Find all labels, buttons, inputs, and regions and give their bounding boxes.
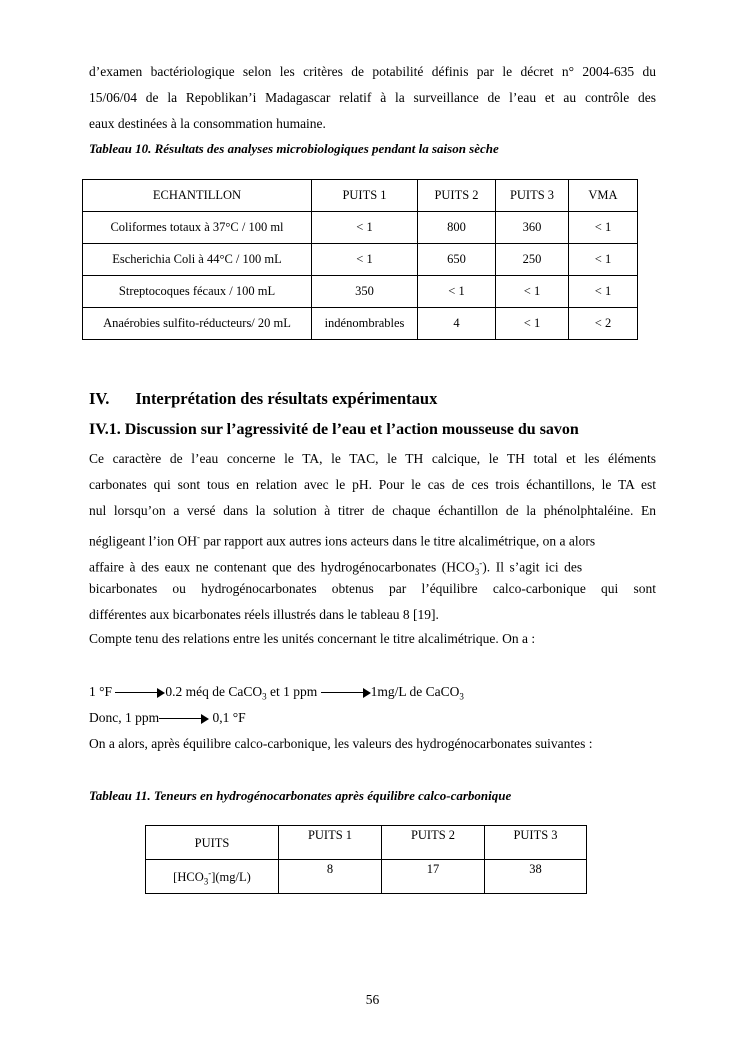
table-cell: < 1 [312, 212, 418, 244]
label-text: ](mg/L) [211, 870, 251, 885]
table-cell: 350 [312, 276, 418, 308]
table-row [83, 244, 638, 276]
table-row-label [146, 860, 279, 894]
para-line-1: Ce caractère de l’eau concerne le TA, le TAC, le TH calcique, le TH total et les éléments [89, 451, 656, 466]
table-cell: 38 [485, 860, 587, 894]
para-text: par rapport aux autres ions acteurs dans le titre alcalimétrique, on a alors [199, 533, 596, 549]
equation-line-2 [89, 709, 656, 727]
table-cell: < 2 [569, 308, 638, 340]
table-cell: 4 [418, 308, 496, 340]
table-header-cell: PUITS 3 [496, 180, 569, 212]
table-cell: < 1 [569, 244, 638, 276]
table-cell: 250 [496, 244, 569, 276]
para-line-6: bicarbonates ou hydrogénocarbonates obtenus par l’équilibre calco-carbonique qui sont [89, 581, 656, 596]
equation-text: 1 °F [89, 684, 113, 699]
table-header-cell: PUITS 2 [382, 826, 485, 860]
arrow-right-icon [115, 688, 165, 698]
table-cell: Coliformes totaux à 37°C / 100 ml [83, 212, 312, 244]
equation-line-3: On a alors, après équilibre calco-carbonique, les valeurs des hydrogénocarbonates suivantes : [89, 736, 593, 751]
table10 [82, 179, 638, 340]
subsection-heading: IV.1. Discussion sur l’agressivité de l’eau et l’action mousseuse du savon [89, 421, 579, 438]
para-line-7: différentes aux bicarbonates réels illustrés dans le tableau 8 [19]. [89, 607, 439, 622]
label-text: [HCO [173, 870, 204, 885]
table-row [83, 308, 638, 340]
table-row [83, 276, 638, 308]
table-cell: 17 [382, 860, 485, 894]
table11-caption: Tableau 11. Teneurs en hydrogénocarbonates après équilibre calco-carbonique [89, 788, 512, 803]
superscript: - [208, 868, 212, 879]
table-cell: Escherichia Coli à 44°C / 100 mL [83, 244, 312, 276]
table-cell: Anaérobies sulfito-réducteurs/ 20 mL [83, 308, 312, 340]
table-cell: 360 [496, 212, 569, 244]
table-header-cell: PUITS 1 [312, 180, 418, 212]
superscript: - [479, 558, 483, 568]
para-line-3: nul lorsqu’on a versé dans la solution à titrer de chaque échantillon de la phénolphtaléine. En [89, 503, 656, 518]
table10-caption: Tableau 10. Résultats des analyses microbiologiques pendant la saison sèche [89, 141, 499, 156]
table-cell: < 1 [312, 244, 418, 276]
equation-text: 0,1 °F [212, 710, 246, 725]
table-row [83, 212, 638, 244]
equation-line-1 [89, 683, 656, 706]
equation-text: Donc, 1 ppm [89, 710, 160, 725]
para-line-4 [89, 528, 656, 551]
table-row [146, 860, 587, 894]
equation-text: 1mg/L de CaCO [370, 684, 460, 699]
superscript: - [196, 532, 200, 542]
table-cell: indénombrables [312, 308, 418, 340]
section-title: Interprétation des résultats expérimentaux [135, 389, 438, 408]
table-cell: < 1 [569, 276, 638, 308]
para-text: négligeant l’ion OH [89, 533, 197, 549]
arrow-right-icon [159, 714, 209, 724]
table11 [145, 825, 587, 894]
subscript: 3 [474, 567, 480, 578]
table-header-cell: PUITS [146, 826, 279, 860]
intro-line-2: 15/06/04 de la Repoblikan’i Madagascar relatif à la surveillance de l’eau et au contrôle des [89, 90, 656, 105]
para-text: affaire à des eaux ne contenant que des hydrogénocarbonates (HCO [89, 559, 475, 575]
table-header-cell: PUITS 1 [279, 826, 382, 860]
table-cell: < 1 [496, 308, 569, 340]
equation-text: 0.2 méq de CaCO [165, 684, 263, 699]
subscript: 3 [262, 691, 267, 702]
para-line-5 [89, 554, 656, 581]
table-cell: 800 [418, 212, 496, 244]
arrow-right-icon [321, 688, 371, 698]
para-text: ). Il s’agit ici des [482, 559, 583, 575]
table-header-cell: ECHANTILLON [83, 180, 312, 212]
section-heading [89, 390, 656, 408]
subscript: 3 [459, 691, 464, 702]
table-cell: 650 [418, 244, 496, 276]
subscript: 3 [203, 876, 209, 887]
para-line-8: Compte tenu des relations entre les unités concernant le titre alcalimétrique. On a : [89, 631, 536, 646]
table-cell: Streptocoques fécaux / 100 mL [83, 276, 312, 308]
section-number: IV. [89, 389, 110, 408]
table-header-row [83, 180, 638, 212]
table-cell: < 1 [569, 212, 638, 244]
table-cell: < 1 [496, 276, 569, 308]
page-number: 56 [365, 992, 380, 1007]
table-cell: 8 [279, 860, 382, 894]
table-header-cell: PUITS 3 [485, 826, 587, 860]
table-header-cell: PUITS 2 [418, 180, 496, 212]
table-header-cell: VMA [569, 180, 638, 212]
para-line-2: carbonates qui sont tous en relation avec le pH. Pour le cas de ces trois échantillons, le TA est [89, 477, 656, 492]
equation-text: et 1 ppm [266, 684, 318, 699]
intro-line-1: d’examen bactériologique selon les critères de potabilité définis par le décret n° 2004-635 du [89, 64, 656, 79]
table-header-row [146, 826, 587, 860]
intro-line-3: eaux destinées à la consommation humaine. [89, 116, 326, 131]
table-cell: < 1 [418, 276, 496, 308]
